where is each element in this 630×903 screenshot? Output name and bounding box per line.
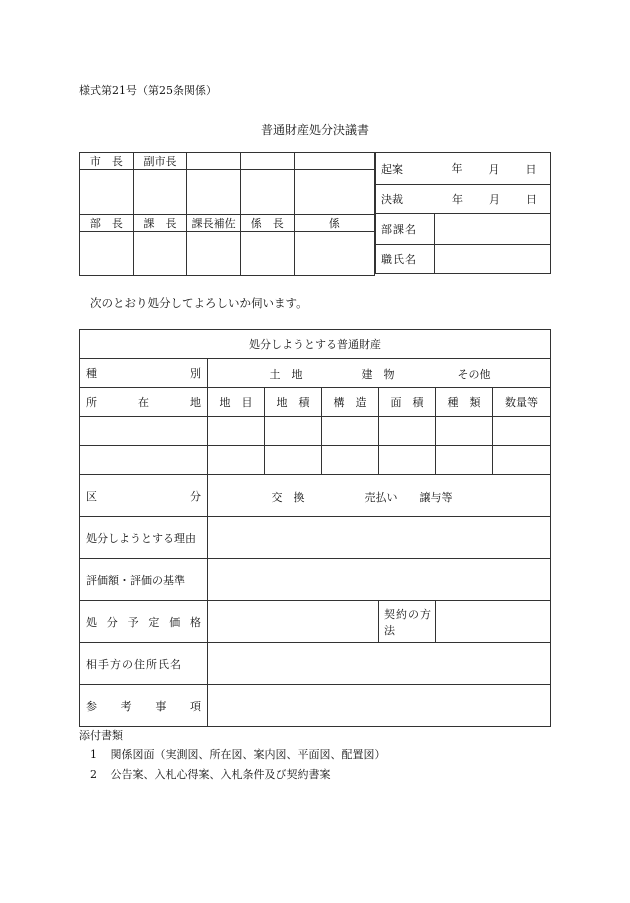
price-field[interactable]	[208, 601, 379, 643]
year-label: 年	[452, 193, 463, 206]
partner-field[interactable]	[208, 643, 551, 685]
location-field[interactable]	[80, 446, 208, 475]
stamp-box[interactable]	[133, 232, 187, 276]
month-label: 月	[488, 162, 500, 176]
reference-label: 参 考 事 項	[80, 685, 208, 727]
reason-label: 処分しようとする理由	[80, 517, 208, 559]
data-cell[interactable]	[436, 417, 493, 446]
section-option-transfer[interactable]: 譲与等	[419, 490, 453, 504]
day-label: 日	[525, 162, 537, 176]
contract-method-label: 契約の方法	[379, 601, 436, 643]
valuation-field[interactable]	[208, 559, 551, 601]
kessai-row[interactable]	[376, 185, 551, 214]
stamp-box[interactable]	[187, 232, 241, 276]
approval-cell: 係 長	[240, 215, 294, 232]
data-cell[interactable]	[208, 446, 265, 475]
approval-cell: 部 長	[80, 215, 134, 232]
attachment-item: 1 関係図面（実測図、所在図、案内図、平面図、配置図）	[90, 748, 386, 761]
price-label: 処 分 予 定 価 格	[80, 601, 208, 643]
data-cell[interactable]	[436, 446, 493, 475]
section-option-exchange[interactable]: 交 換	[271, 490, 305, 504]
col-menseki: 面 積	[379, 388, 436, 417]
partner-label: 相手方の住所氏名	[80, 643, 208, 685]
request-text: 次のとおり処分してよろしいか伺います。	[90, 296, 308, 310]
kessai-label: 決裁	[381, 193, 403, 206]
data-cell[interactable]	[493, 417, 551, 446]
section-label: 区 分	[80, 475, 208, 517]
valuation-label: 評価額・評価の基準	[80, 559, 208, 601]
month-label: 月	[489, 193, 500, 206]
approval-cell	[294, 153, 374, 170]
section-option-sale[interactable]: 売払い	[364, 490, 398, 504]
stamp-box[interactable]	[240, 232, 294, 276]
day-label: 日	[526, 193, 537, 206]
data-cell[interactable]	[322, 417, 379, 446]
approval-cell: 課長補佐	[187, 215, 241, 232]
reference-field[interactable]	[208, 685, 551, 727]
reason-field[interactable]	[208, 517, 551, 559]
col-suuryou: 数量等	[493, 388, 551, 417]
col-kouzou: 構 造	[322, 388, 379, 417]
contract-method-field[interactable]	[436, 601, 551, 643]
page-title: 普通財産処分決議書	[260, 123, 369, 137]
attachments-heading: 添付書類	[79, 729, 123, 742]
data-cell[interactable]	[493, 446, 551, 475]
kind-option-other[interactable]: その他	[457, 368, 491, 381]
data-cell[interactable]	[322, 446, 379, 475]
stamp-box[interactable]	[187, 170, 241, 215]
bukamei-field[interactable]	[435, 214, 551, 245]
kind-options[interactable]	[208, 359, 551, 388]
kind-option-building[interactable]: 建 物	[361, 368, 395, 381]
approval-cell: 課 長	[133, 215, 187, 232]
approval-cell	[240, 153, 294, 170]
year-label: 年	[451, 161, 463, 175]
bukamei-label: 部課名	[376, 214, 435, 245]
shokushimei-field[interactable]	[435, 245, 551, 274]
stamp-box[interactable]	[80, 170, 134, 215]
data-cell[interactable]	[208, 417, 265, 446]
stamp-box[interactable]	[240, 170, 294, 215]
col-shurui: 種 類	[436, 388, 493, 417]
kind-option-land[interactable]: 土 地	[269, 368, 303, 381]
shokushimei-label: 職氏名	[376, 245, 435, 274]
approval-cell: 市 長	[80, 153, 134, 170]
col-chimoku: 地 目	[208, 388, 265, 417]
kian-row[interactable]	[376, 153, 551, 185]
location-field[interactable]	[80, 417, 208, 446]
section-options[interactable]	[208, 475, 551, 517]
approval-cell: 副市長	[133, 153, 187, 170]
property-header: 処分しようとする普通財産	[80, 330, 551, 359]
approval-cell: 係	[294, 215, 374, 232]
location-label: 所 在 地	[80, 388, 208, 417]
col-chiseki: 地 積	[265, 388, 322, 417]
stamp-box[interactable]	[80, 232, 134, 276]
side-info-table	[375, 152, 551, 274]
data-cell[interactable]	[265, 446, 322, 475]
property-table	[79, 329, 551, 727]
data-cell[interactable]	[379, 417, 436, 446]
approval-table	[79, 152, 375, 276]
attachment-item: 2 公告案、入札心得案、入札条件及び契約書案	[90, 768, 331, 781]
kind-label: 種 別	[80, 359, 208, 388]
data-cell[interactable]	[379, 446, 436, 475]
form-number: 様式第21号（第25条関係）	[79, 84, 217, 97]
stamp-box[interactable]	[294, 232, 374, 276]
approval-cell	[187, 153, 241, 170]
data-cell[interactable]	[265, 417, 322, 446]
stamp-box[interactable]	[133, 170, 187, 215]
stamp-box[interactable]	[294, 170, 374, 215]
kian-label: 起案	[381, 162, 403, 176]
